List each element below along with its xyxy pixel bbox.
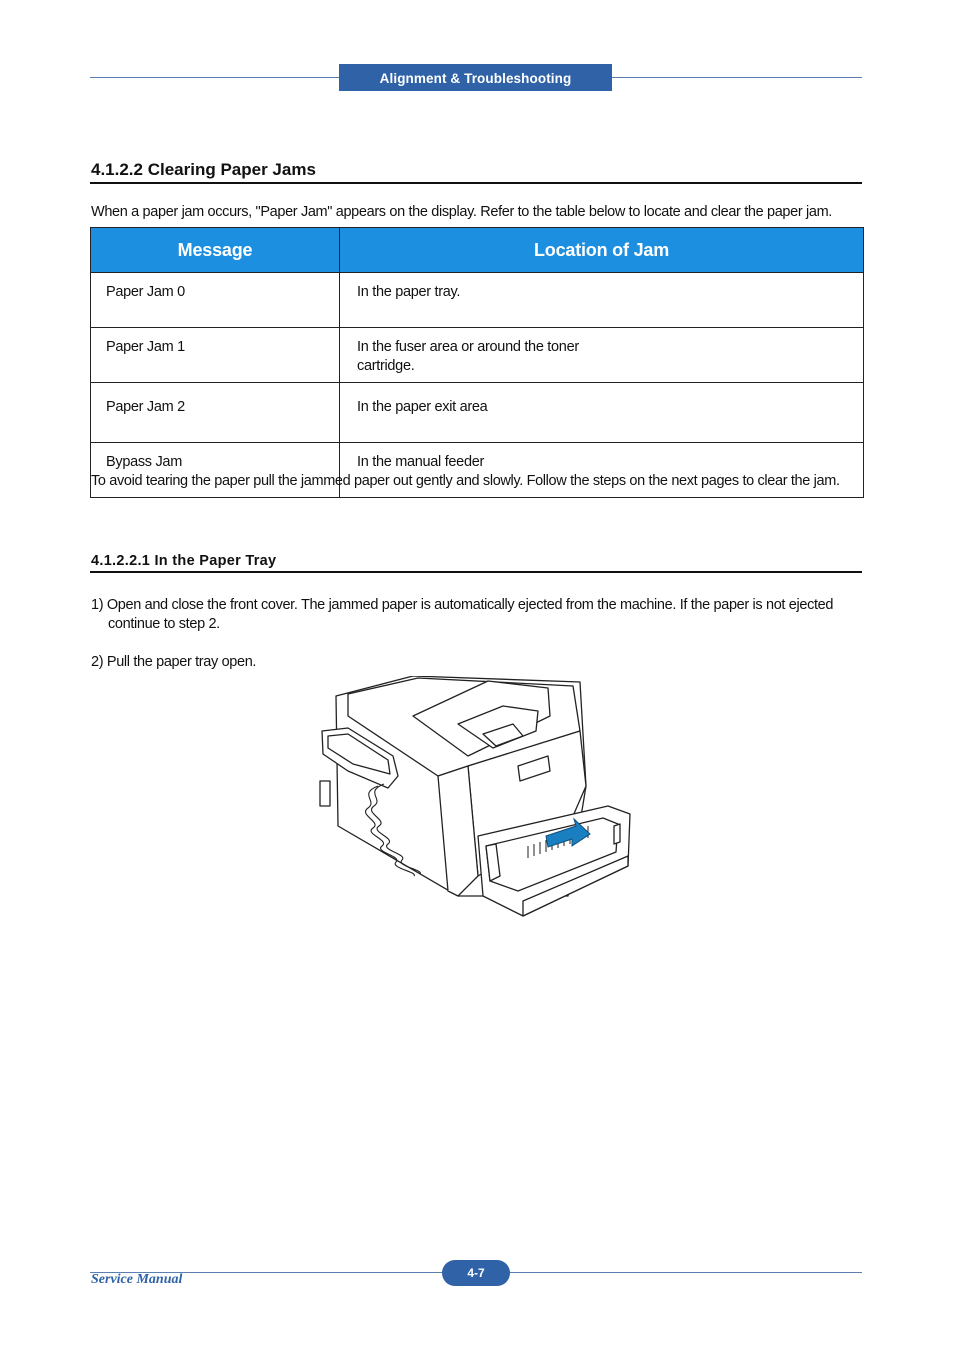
cell-location-line: In the fuser area or around the toner <box>357 339 579 355</box>
cell-location <box>340 328 864 383</box>
printer-illustration-svg <box>318 676 634 920</box>
cell-message: Paper Jam 0 <box>91 273 340 328</box>
column-header-message: Message <box>91 228 340 273</box>
cell-message: Bypass Jam <box>91 443 340 498</box>
step-2: 2) Pull the paper tray open. <box>91 654 257 670</box>
section-heading: 4.1.2.2 Clearing Paper Jams <box>91 160 316 179</box>
step-1-line-2: continue to step 2. <box>108 616 220 632</box>
table-header-row <box>91 228 864 273</box>
paper-jam-table <box>90 227 864 498</box>
section-heading-rule <box>90 182 862 184</box>
section-tab: Alignment & Troubleshooting <box>339 64 612 91</box>
cell-location-line: cartridge. <box>357 358 415 374</box>
table-row <box>91 383 864 443</box>
table-row <box>91 328 864 383</box>
page-number-badge: 4-7 <box>442 1260 510 1286</box>
cell-message: Paper Jam 2 <box>91 383 340 443</box>
cell-location: In the manual feeder <box>340 443 864 498</box>
table-row <box>91 273 864 328</box>
cell-location: In the paper tray. <box>340 273 864 328</box>
intro-paragraph: When a paper jam occurs, "Paper Jam" appears on the display. Refer to the table below to locate and clear the paper jam. <box>91 204 832 220</box>
printer-tray-pull-illustration <box>318 676 634 920</box>
cell-location: In the paper exit area <box>340 383 864 443</box>
note-paragraph: To avoid tearing the paper pull the jammed paper out gently and slowly. Follow the steps on the next pages to clear the jam. <box>91 473 840 489</box>
subsection-heading: 4.1.2.2.1 In the Paper Tray <box>91 553 277 569</box>
step-1-line-1: 1) Open and close the front cover. The jammed paper is automatically ejected from the machine. If the paper is not ejected <box>91 597 834 613</box>
column-header-location: Location of Jam <box>340 228 864 273</box>
cell-message: Paper Jam 1 <box>91 328 340 383</box>
subsection-heading-rule <box>90 571 862 573</box>
footer-title: Service Manual <box>91 1272 183 1287</box>
